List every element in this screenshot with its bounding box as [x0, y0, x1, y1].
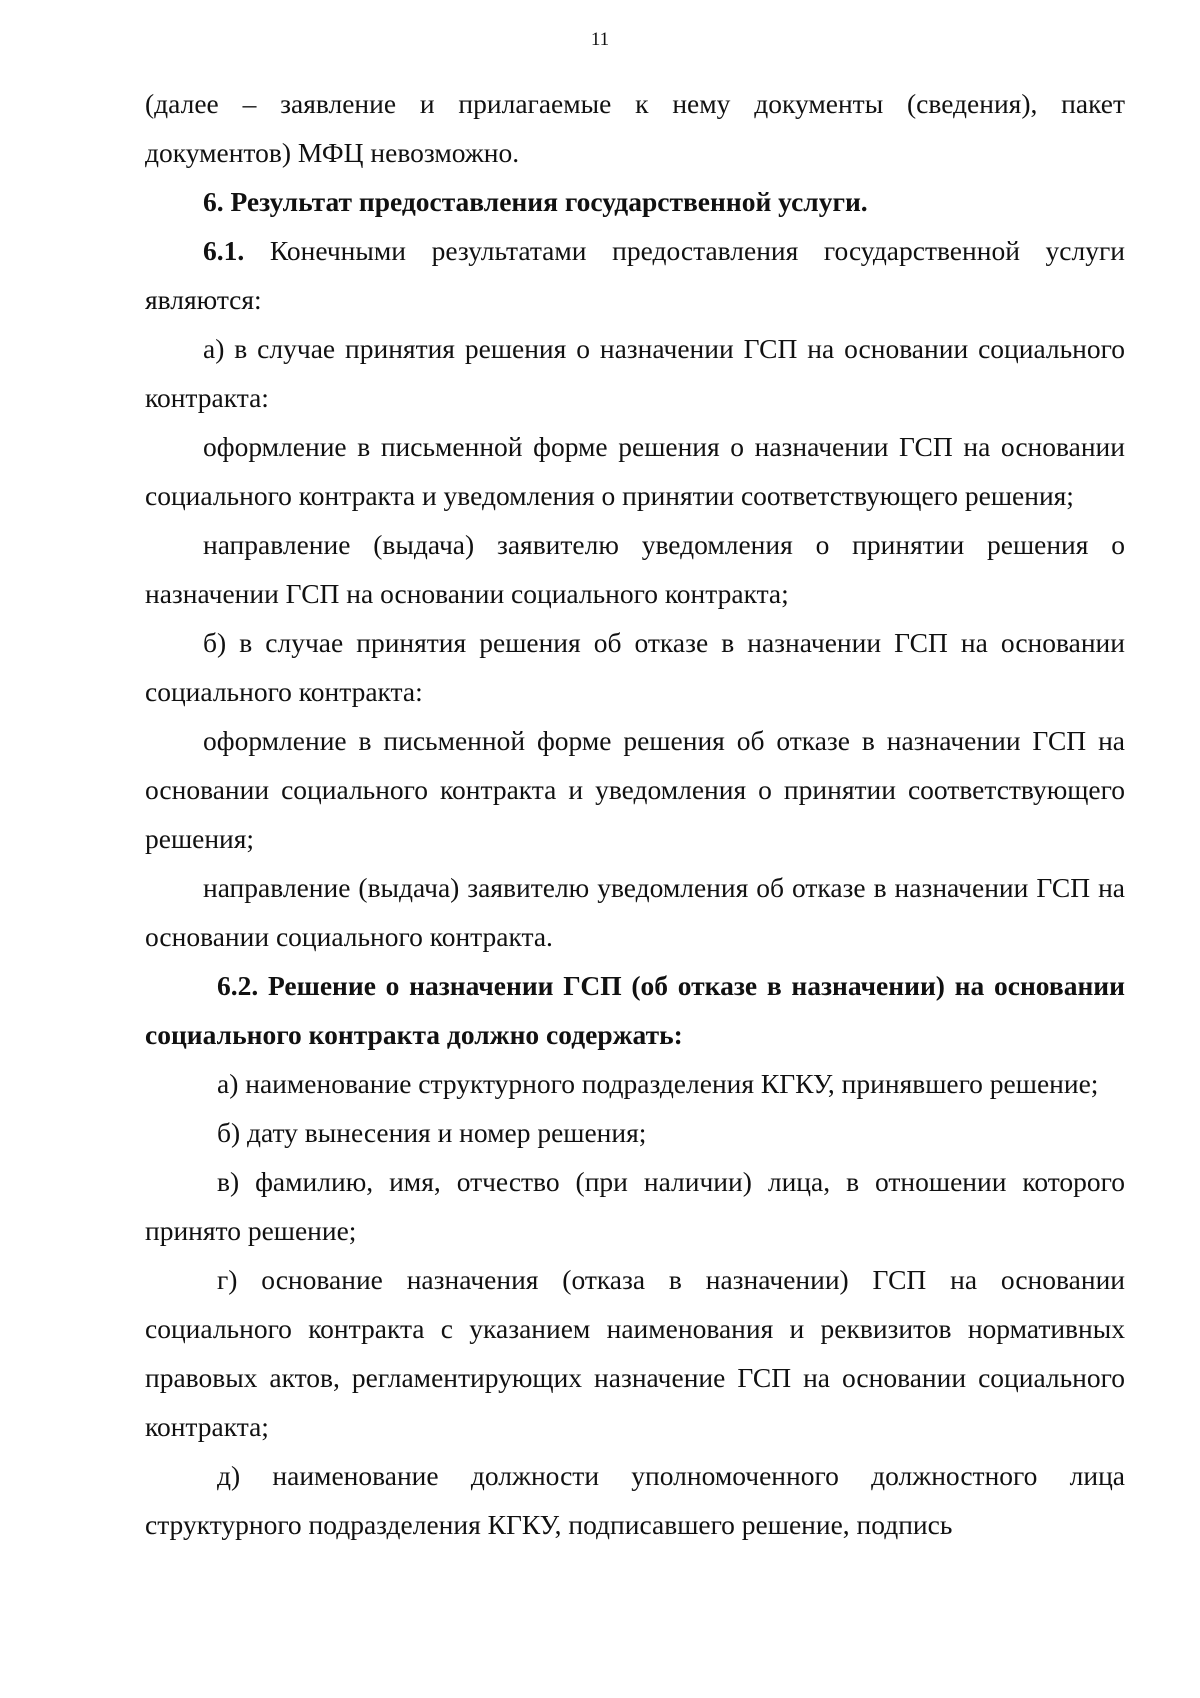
- paragraph-6-2-g: г) основание назначения (отказа в назначении) ГСП на основании социального контракта с указанием наименования и реквизитов нормативных правовых актов, регламентирующих назначение ГСП на основании социального контракта;: [145, 1264, 1125, 1442]
- document-body: [145, 79, 1125, 1549]
- paragraph-item-b-2: направление (выдача) заявителю уведомления об отказе в назначении ГСП на основании социального контракта.: [145, 872, 1125, 952]
- section-heading: 6. Результат предоставления государственной услуги.: [203, 186, 868, 217]
- paragraph-6-1-number: 6.1.: [203, 235, 245, 266]
- paragraph-6-1-text: Конечными результатами предоставления государственной услуги являются:: [145, 235, 1125, 315]
- paragraph-item-a-1: оформление в письменной форме решения о назначении ГСП на основании социального контракта и уведомления о принятии соответствующего решения;: [145, 431, 1125, 511]
- paragraph-6-2-d: д) наименование должности уполномоченного должностного лица структурного подразделения КГКУ, подписавшего решение, подпись: [145, 1460, 1125, 1540]
- paragraph-item-b-1: оформление в письменной форме решения об отказе в назначении ГСП на основании социального контракта и уведомления о принятии соответствующего решения;: [145, 725, 1125, 854]
- paragraph-item-a-2: направление (выдача) заявителю уведомления о принятии решения о назначении ГСП на основании социального контракта;: [145, 529, 1125, 609]
- paragraph-item-a: а) в случае принятия решения о назначении ГСП на основании социального контракта:: [145, 333, 1125, 413]
- paragraph-6-1: [145, 226, 1125, 324]
- paragraph-item-b: б) в случае принятия решения об отказе в назначении ГСП на основании социального контракта:: [145, 627, 1125, 707]
- paragraph-continuation: (далее – заявление и прилагаемые к нему документы (сведения), пакет документов) МФЦ невозможно.: [145, 88, 1125, 168]
- paragraph-6-2-b: б) дату вынесения и номер решения;: [217, 1117, 647, 1148]
- paragraph-6-2: 6.2. Решение о назначении ГСП (об отказе в назначении) на основании социального контракта должно содержать:: [145, 970, 1125, 1050]
- paragraph-6-2-a: а) наименование структурного подразделения КГКУ, принявшего решение;: [217, 1068, 1099, 1099]
- page-number: 11: [590, 29, 610, 50]
- paragraph-6-2-v: в) фамилию, имя, отчество (при наличии) лица, в отношении которого принято решение;: [145, 1166, 1125, 1246]
